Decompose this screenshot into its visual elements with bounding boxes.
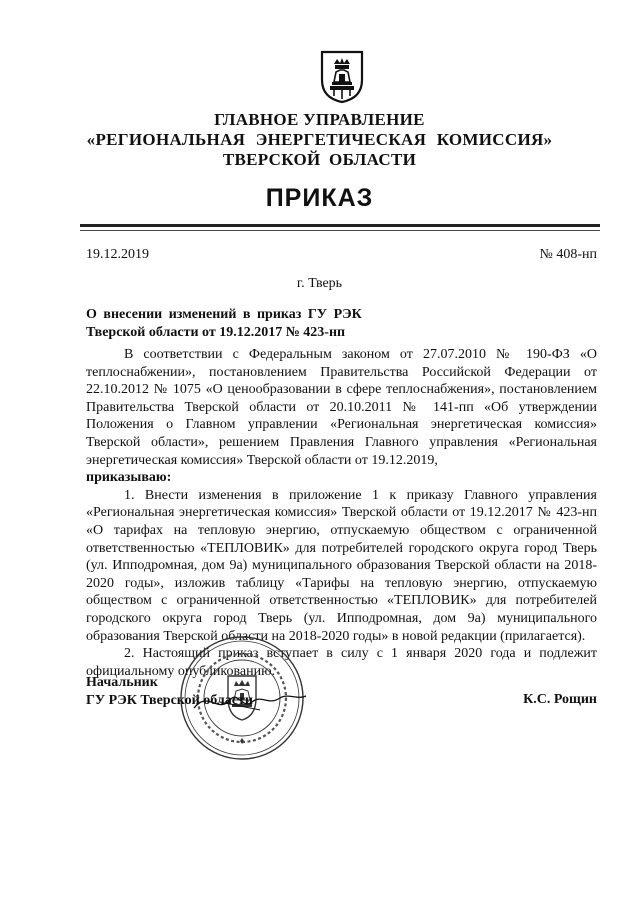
document-city: г. Тверь <box>296 276 343 291</box>
signer-name: К.С. Рощин <box>523 692 597 707</box>
order-item-1: 1. Внести изменения в приложение 1 к приказу Главного управления «Региональная энергетическая комиссия» Тверской области от 19.12.2017 № 423-нп «О тарифах на тепловую энергию, отпускаемую обществом с ограниченной ответственностью «ТЕПЛОВИК» для потребителей городского округа город Тверь (ул. Ипподромная, дом 9а) муниципального образования Тверской области на 2018-2020 годы», изложив таблицу «Тарифы на тепловую энергию, отпускаемую обществом с ограниченной ответственностью «ТЕПЛОВИК» для потребителей городского округа город Тверь (ул. Ипподромная, дом 9а) муниципального образования Тверской области на 2018-2020 годы» в новой редакции (прилагается). <box>86 487 597 644</box>
order-item-2: 2. Настоящий приказ вступает в силу с 1 января 2020 года и подлежит официальному опубликованию. <box>86 646 597 679</box>
organization-name-line3: ТВЕРСКОЙ ОБЛАСТИ <box>222 150 417 169</box>
handwritten-signature-icon <box>190 680 310 720</box>
signatory-title-line2: ГУ РЭК Тверской области <box>86 693 253 708</box>
preamble-paragraph: В соответствии с Федеральным законом от 27.07.2010 № 190-ФЗ «О теплоснабжении», постановлением Правительства Российской Федерации от 22.10.2012 № 1075 «О ценообразовании в сфере теплоснабжения», постановлением Правительства Тверской области от 20.10.2011 № 141-пп «Об утверждении Положения о Главном управлении «Региональная энергетическая комиссия» Тверской области», решением Правления Главного управления «Региональная энергетическая комиссия» Тверской области от 19.12.2019, <box>86 347 597 468</box>
document-type-title: ПРИКАЗ <box>265 184 374 212</box>
organization-name-line2: «РЕГИОНАЛЬНАЯ ЭНЕРГЕТИЧЕСКАЯ КОМИССИЯ» <box>86 130 553 149</box>
document-body <box>86 346 597 680</box>
header-divider-thin <box>80 230 600 231</box>
tver-coat-of-arms-icon <box>320 50 364 104</box>
header-divider-thick <box>80 224 600 227</box>
subject-line2: Тверской области от 19.12.2017 № 423-нп <box>86 325 346 340</box>
subject-line1: О внесении изменений в приказ ГУ РЭК <box>86 307 362 322</box>
document-subject <box>86 306 386 342</box>
signatory-title-line1: Начальник <box>86 675 158 690</box>
document-number: № 408-нп <box>539 247 597 262</box>
organization-name-line1: ГЛАВНОЕ УПРАВЛЕНИЕ <box>214 110 425 129</box>
order-word: приказываю: <box>86 470 172 486</box>
document-date: 19.12.2019 <box>86 247 149 262</box>
